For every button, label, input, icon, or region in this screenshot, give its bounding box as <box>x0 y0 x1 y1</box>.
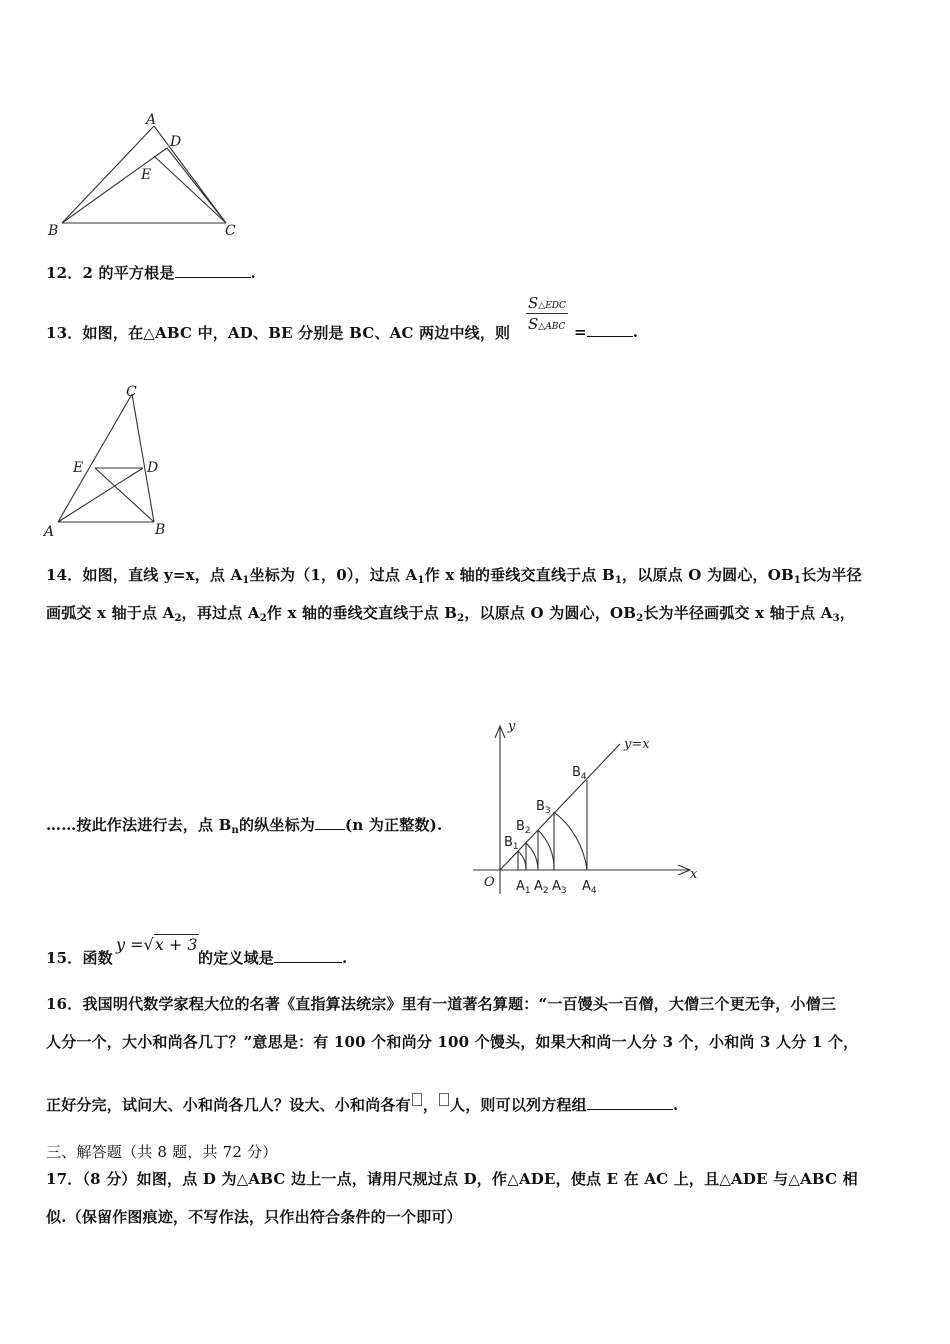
axis-x-label: x <box>690 867 698 882</box>
question-15 <box>46 947 113 968</box>
q14-l2e: 长为半径画弧交 x 轴于点 A <box>643 604 833 622</box>
label-a1: $A_1$ <box>516 879 531 896</box>
q16-line3a: 正好分完，试问大、小和尚各几人？设大、小和尚各有 <box>46 1096 411 1114</box>
label-e: E <box>73 460 84 476</box>
q14-l2b: ，再过点 A <box>181 604 260 622</box>
figure-coordinate-arcs <box>468 712 708 902</box>
q16-answer-blank <box>587 1095 673 1110</box>
q13-fraction <box>526 294 568 333</box>
q13-text: 13．如图，在△ABC 中，AD、BE 分别是 BC、AC 两边中线，则 <box>46 324 511 342</box>
question-14-line1 <box>46 564 862 586</box>
q13-tail <box>574 322 638 341</box>
q14-answer-blank <box>315 815 345 830</box>
q15-answer-blank <box>274 948 342 963</box>
question-17-line1 <box>46 1168 858 1189</box>
q14-l2a: 画弧交 x 轴于点 A <box>46 604 175 622</box>
q16-line3b: ， <box>422 1096 439 1114</box>
q12-answer-blank <box>175 263 251 278</box>
label-b2: $B_2$ <box>516 819 531 836</box>
question-12 <box>46 262 256 283</box>
label-d: D <box>147 460 159 476</box>
q14-sub: 3 <box>832 613 840 624</box>
placeholder-x-icon <box>412 1093 422 1106</box>
q16-line3c: 人，则可以列方程组 <box>450 1096 587 1114</box>
frac-num: S <box>528 294 539 312</box>
label-b4: $B_4$ <box>572 765 587 782</box>
label-c: C <box>126 384 137 400</box>
q14-l2d: ，以原点 O 为圆心，OB <box>464 604 637 622</box>
q14-sub-n: n <box>231 825 239 836</box>
q14-l3b: 的纵坐标为 <box>239 816 316 834</box>
q13-end: . <box>632 323 639 341</box>
q16-line2: 人分一个，大小和尚各几丁？”意思是：有 100 个和尚分 100 个馒头，如果大和尚一人分 3 个，小和尚 3 人分 1 个， <box>46 1033 859 1051</box>
radical-icon: √ <box>143 935 154 954</box>
line-label: y=x <box>624 737 650 752</box>
q16-end: . <box>672 1096 679 1114</box>
section-3-title <box>46 1141 278 1162</box>
figure-triangle-ed-midline <box>40 380 180 540</box>
placeholder-y-icon <box>439 1093 449 1106</box>
q14-sub: 1 <box>614 575 623 586</box>
q14-l2f: ， <box>839 604 855 622</box>
label-b1: $B_1$ <box>504 835 519 852</box>
q14-l1a: 14．如图，直线 y=x，点 A <box>46 566 243 584</box>
q14-l1e: 长为半径 <box>801 566 862 584</box>
q13-answer-blank <box>587 322 633 337</box>
label-c: C <box>225 223 236 239</box>
label-b: B <box>155 522 166 538</box>
q14-sub: 1 <box>793 575 802 586</box>
q15-text2: 的定义域是 <box>198 949 275 967</box>
q14-l2c: 作 x 轴的垂线交直线于点 B <box>266 604 458 622</box>
question-16-line2 <box>46 1031 858 1052</box>
q14-sub: 2 <box>636 613 644 624</box>
label-a: A <box>44 524 55 540</box>
q15-formula <box>116 935 199 954</box>
q14-l3c: (n 为正整数). <box>345 816 443 834</box>
figure-triangle-abc-de <box>40 108 250 243</box>
axis-y-label: y <box>508 719 516 734</box>
question-13 <box>46 322 510 343</box>
section-3-title-text: 三、解答题（共 8 题，共 72 分） <box>46 1143 278 1161</box>
question-16-line1 <box>46 993 836 1014</box>
q14-sub: 2 <box>259 613 267 624</box>
label-a3: $A_3$ <box>552 879 567 896</box>
q14-sub: 1 <box>417 575 425 586</box>
label-a2: $A_2$ <box>534 879 549 896</box>
q14-sub: 2 <box>457 613 465 624</box>
question-16-line3 <box>46 1093 678 1115</box>
frac-den: S <box>528 315 539 333</box>
question-17-line2 <box>46 1206 462 1227</box>
formula-eq: = <box>130 935 144 954</box>
label-b3: $B_3$ <box>536 799 551 816</box>
q14-l3a: ……按此作法进行去，点 B <box>46 816 232 834</box>
label-d: D <box>170 134 182 150</box>
label-e: E <box>141 167 152 183</box>
q12-end: . <box>250 264 256 282</box>
origin-label: O <box>484 875 495 890</box>
q15-text: 15．函数 <box>46 949 113 967</box>
q12-text: 12．2 的平方根是 <box>46 264 175 282</box>
formula-radicand: x + 3 <box>154 935 198 954</box>
q14-l1c: 作 x 轴的垂线交直线于点 B <box>424 566 615 584</box>
q15-tail <box>198 947 347 968</box>
q14-sub: 1 <box>242 575 250 586</box>
question-14-line3 <box>46 814 442 836</box>
q17-line1: 17．（8 分）如图，点 D 为△ABC 边上一点，请用尺规过点 D，作△ADE，使点 E 在 AC 上，且△ADE 与△ABC 相 <box>46 1170 858 1188</box>
q14-sub: 2 <box>174 613 182 624</box>
frac-num-sub: △EDC <box>538 301 566 311</box>
frac-den-sub: △ABC <box>538 322 566 332</box>
formula-y: y <box>116 935 126 954</box>
q15-end: . <box>342 949 348 967</box>
q16-line1: 16．我国明代数学家程大位的名著《直指算法统宗》里有一道著名算题：“一百馒头一百僧，大僧三个更无争，小僧三 <box>46 995 837 1013</box>
label-b: B <box>48 223 59 239</box>
question-14-line2 <box>46 602 855 624</box>
label-a4: $A_4$ <box>582 879 597 896</box>
q14-l1b: 坐标为（1，0），过点 A <box>249 566 418 584</box>
q13-eq: = <box>574 323 587 341</box>
q14-l1d: ，以原点 O 为圆心，OB <box>622 566 794 584</box>
q17-line2: 似.（保留作图痕迹，不写作法，只作出符合条件的一个即可） <box>46 1208 462 1226</box>
label-a: A <box>146 112 157 128</box>
